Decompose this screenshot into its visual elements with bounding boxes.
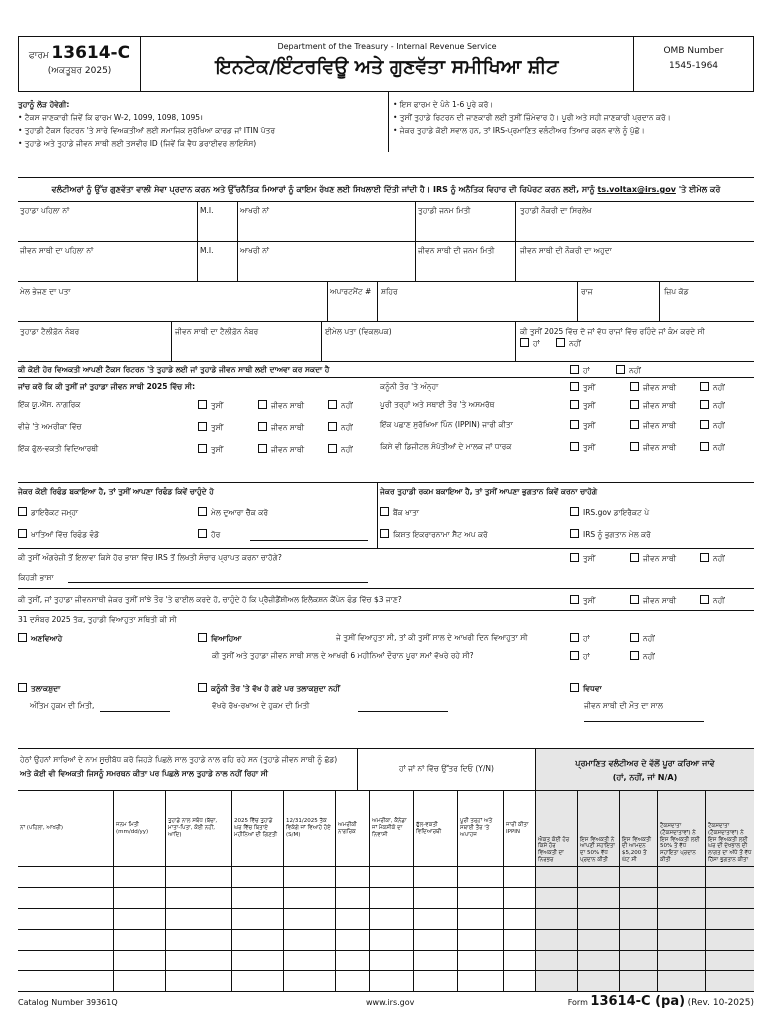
spouse-dob-field[interactable] xyxy=(416,242,516,281)
married-label: ਵਿਆਹਿਆ xyxy=(211,634,242,643)
mail-check-checkbox[interactable] xyxy=(198,507,207,516)
widowed-checkbox[interactable] xyxy=(570,683,579,692)
marital-section xyxy=(18,611,754,749)
installment-label: ਕਿਸ਼ਤ ਇਕਰਾਰਨਾਮਾ ਸੈੱਟ ਅਪ ਕਰੋ xyxy=(393,530,488,539)
field-label: M.I. xyxy=(200,246,214,255)
bank-account-checkbox[interactable] xyxy=(380,507,389,516)
field-label: ਅਪਾਰਟਮੈਂਟ # xyxy=(330,287,372,296)
ippin-you-checkbox[interactable] xyxy=(570,420,579,429)
other-refund-line[interactable] xyxy=(250,540,368,541)
col-citizen-header xyxy=(336,791,370,866)
field-label: ਤੁਹਾਡੀ ਨੌਕਰੀ ਦਾ ਸਿਰਲੇਖ xyxy=(520,206,592,215)
field-label: ਆਖਰੀ ਨਾਂ xyxy=(240,246,270,255)
refund-heading: ਜੇਕਰ ਕੋਈ ਰਿਫੰਡ ਬਕਾਇਆ ਹੈ, ਤਾਂ ਤੁਸੀਂ ਆਪਣਾ ਰਿਫੰਡ ਕਿਵੇਂ ਚਾਹੁੰਦੇ ਹੋ xyxy=(18,487,214,496)
yn-label: ਹਾਂ ਜਾਂ ਨਾਂ ਵਿੱਚ ਉੱਤਰ ਦਿਓ (Y/N) xyxy=(399,764,494,773)
widowed-label: ਵਿਧਵਾ xyxy=(583,684,602,693)
married-q1-no-checkbox[interactable] xyxy=(630,633,639,642)
multistate-no-checkbox[interactable] xyxy=(556,338,565,347)
taxpayer-name-row xyxy=(18,202,754,242)
form-footer-id xyxy=(568,994,754,1010)
column-divider xyxy=(336,867,370,992)
legally-separated-checkbox[interactable] xyxy=(198,683,207,692)
form-number: 13614-C xyxy=(51,43,131,63)
col-label: ਜਾਰੀ ਕੀਤਾ IPPIN xyxy=(506,821,529,835)
you-label: ਤੁਸੀਂ xyxy=(583,401,596,410)
citizen-spouse-checkbox[interactable] xyxy=(258,400,267,409)
status-item-digital-assets xyxy=(380,442,754,464)
payment-heading: ਜੇਕਰ ਤੁਹਾਡੀ ਰਕਮ ਬਕਾਇਆ ਹੈ, ਤਾਂ ਤੁਸੀਂ ਆਪਣਾ ਭੁਗਤਾਨ ਕਿਵੇਂ ਕਰਨਾ ਚਾਹੋਗੇ xyxy=(380,487,598,496)
status-left-list xyxy=(18,400,378,466)
dependents-intro xyxy=(18,749,358,791)
instruction-item: • ਜੇਕਰ ਤੁਹਾਡੇ ਕੋਈ ਸਵਾਲ ਹਨ, ਤਾਂ IRS-ਪ੍ਰਮਾਣਿਤ ਵਲੰਟੀਅਰ ਤਿਆਰ ਕਰਨ ਵਾਲੇ ਨੂੰ ਪੁੱਛੋ। xyxy=(393,126,645,135)
visa-spouse-checkbox[interactable] xyxy=(258,422,267,431)
cert-label-2: (ਹਾਂ, ਨਹੀਂ, ਜਾਂ N/A) xyxy=(612,773,678,782)
marital-heading: 31 ਦਸੰਬਰ 2025 ਤੱਕ, ਤੁਹਾਡੀ ਵਿਆਹੁਤਾ ਸਥਿਤੀ ਕੀ ਸੀ xyxy=(18,615,177,624)
irs-direct-pay-label: IRS.gov ਡਾਇਰੈਕਟ ਪੇ xyxy=(583,508,650,517)
student-you-checkbox[interactable] xyxy=(198,444,207,453)
omb-label: OMB Number xyxy=(663,46,724,56)
spouse-death-label: ਜੀਵਨ ਸਾਥੀ ਦੀ ਮੌਤ ਦਾ ਸਾਲ xyxy=(584,701,663,710)
citizen-no-checkbox[interactable] xyxy=(328,400,337,409)
spouse-first-name-field[interactable] xyxy=(18,242,198,281)
column-divider xyxy=(578,867,620,992)
you-label: ਤੁਸੀਂ xyxy=(583,383,596,392)
your-mi-field[interactable] xyxy=(198,202,238,241)
visa-you-checkbox[interactable] xyxy=(198,422,207,431)
claim-yes-checkbox[interactable] xyxy=(570,365,579,374)
field-label: M.I. xyxy=(200,206,214,215)
never-married-label: ਅਣਵਿਆਹੇ xyxy=(31,634,63,643)
column-divider xyxy=(114,867,166,992)
column-divider xyxy=(370,867,414,992)
col-label: ਤੁਹਾਡੇ ਨਾਲ ਸਬੰਧ (ਬੱਚਾ, ਮਾਤਾ-ਪਿਤਾ, ਕੋਈ ਨਹੀਂ, ਆਦਿ) xyxy=(168,818,218,838)
other-refund-label: ਹੋਰ xyxy=(211,530,221,539)
campaign-you-checkbox[interactable] xyxy=(570,595,579,604)
bank-account-label: ਬੈਂਕ ਖਾਤਾ xyxy=(393,508,420,517)
banner-text: ਵਲੰਟੀਅਰਾਂ ਨੂੰ ਉੱਚ ਗੁਣਵੱਤਾ ਵਾਲੀ ਸੇਵਾ ਪ੍ਰਦਾਨ ਕਰਨ ਅਤੇ ਉੱਚਨੈਤਿਕ ਮਿਆਰਾਂ ਨੂੰ ਕਾਇਮ ਰੱਖਣ ਲਈ ਸਿਖਲਾਈ ਦਿੱਤੀ ਜਾਂਦੀ ਹੈ। IRS ਨੂੰ ਅਨੈਤਿਕ ਵਿਹਾਰ ਦੀ ਰਿਪੋਰਟ ਕਰਨ ਲਈ, ਸਾਨੂੰ xyxy=(51,185,598,194)
instruction-item: • ਤੁਸੀਂ ਤੁਹਾਡੇ ਰਿਟਰਨ ਦੀ ਜਾਣਕਾਰੀ ਲਈ ਤੁਸੀਂ ਜ਼ਿੰਮੇਵਾਰ ਹੋ। ਪੂਰੀ ਅਤੇ ਸਹੀ ਜਾਣਕਾਰੀ ਪ੍ਰਦਾਨ ਕਰੋ। xyxy=(393,113,671,122)
irs-direct-pay-checkbox[interactable] xyxy=(570,507,579,516)
you-label: ਤੁਸੀਂ xyxy=(583,554,596,563)
spouse-death-line[interactable] xyxy=(584,721,704,722)
col-label: 2025 ਵਿੱਚ ਤੁਹਾਡੇ ਘਰ ਵਿੱਚ ਬਿਤਾਏ ਮਹੀਨਿਆਂ ਦੀ ਗਿਣਤੀ xyxy=(234,818,278,838)
split-refund-checkbox[interactable] xyxy=(18,529,27,538)
form-id-box xyxy=(19,37,141,91)
col-ippin-header xyxy=(504,791,536,866)
status-item-label: ਇੱਕ ਪਛਾਣ ਸੁਰੱਖਿਆ ਪਿੰਨ (IPPIN) ਜਾਰੀ ਕੀਤਾ xyxy=(380,420,513,429)
col-name-header xyxy=(18,791,114,866)
separate-maintenance-line[interactable] xyxy=(358,711,448,712)
form-page xyxy=(18,36,754,1014)
requirements-section xyxy=(18,92,754,178)
field-label: ਜੀਵਨ ਸਾਥੀ ਦਾ ਪਹਿਲਾ ਨਾਂ xyxy=(20,246,94,255)
status-item-label: ਕਨੂੰਨੀ ਤੌਰ 'ਤੇ ਅੰਨ੍ਹਾ xyxy=(380,382,439,391)
status-item-label: ਕਿਸੇ ਵੀ ਡਿਜੀਟਲ ਸੰਪੱਤੀਆਂ ਦੇ ਮਾਲਕ ਜਾਂ ਧਾਰਕ xyxy=(380,442,512,451)
student-spouse-checkbox[interactable] xyxy=(258,444,267,453)
spouse-mi-field[interactable] xyxy=(198,242,238,281)
direct-deposit-checkbox[interactable] xyxy=(18,507,27,516)
no-label: ਨਹੀਂ xyxy=(341,401,353,410)
col-taxpayer-support-header xyxy=(658,791,706,866)
field-label: ਮੇਲ ਭੇਜਣ ਦਾ ਪਤਾ xyxy=(20,287,71,296)
spouse-label: ਜੀਵਨ ਸਾਥੀ xyxy=(643,401,677,410)
field-label: ਈਮੇਲ ਪਤਾ (ਵਿਕਲਪਕ) xyxy=(325,327,392,336)
you-label: ਤੁਸੀਂ xyxy=(583,421,596,430)
status-item-disabled xyxy=(380,400,754,420)
yes-label: ਹਾਂ xyxy=(533,339,540,348)
col-resident-header xyxy=(370,791,414,866)
status-item-student xyxy=(18,444,378,466)
separate-maintenance-label: ਵੱਖਰੇ ਰੱਖ-ਰਖਾਅ ਦੇ ਹੁਕਮ ਦੀ ਮਿਤੀ xyxy=(212,701,310,710)
status-item-ippin xyxy=(380,420,754,442)
status-item-citizen xyxy=(18,400,378,422)
disabled-spouse-checkbox[interactable] xyxy=(630,400,639,409)
col-label: ਜਨਮ ਮਿਤੀ (mm/dd/yy) xyxy=(116,821,149,835)
field-label: ਜ਼ਿਪ ਕੋਡ xyxy=(664,287,689,296)
language-question: ਕੀ ਤੁਸੀਂ ਅੰਗਰੇਜ਼ੀ ਤੋਂ ਇਲਾਵਾ ਕਿਸੇ ਹੋਰ ਭਾਸ਼ਾ ਵਿੱਚ IRS ਤੋਂ ਲਿਖਤੀ ਸੰਚਾਰ ਪ੍ਰਾਪਤ ਕਰਨਾ ਚਾਹੋਗੇ? xyxy=(18,553,282,562)
language-which-label: ਕਿਹੜੀ ਭਾਸ਼ਾ xyxy=(18,573,54,582)
never-married-checkbox[interactable] xyxy=(18,633,27,642)
field-label: ਜੀਵਨ ਸਾਥੀ ਦੀ ਨੌਕਰੀ ਦਾ ਅਹੁਦਾ xyxy=(520,246,612,255)
your-dob-field[interactable] xyxy=(416,202,516,241)
column-divider xyxy=(504,867,536,992)
field-label: ਜੀਵਨ ਸਾਥੀ ਦੀ ਜਨਮ ਮਿਤੀ xyxy=(418,246,495,255)
col-relationship-header xyxy=(166,791,232,866)
multistate-question xyxy=(516,322,754,361)
split-refund-label: ਖਾਤਿਆਂ ਵਿੱਚ ਰਿਫੰਡ ਵੰਡੋ xyxy=(31,530,100,539)
column-divider xyxy=(414,867,458,992)
col-months-header xyxy=(232,791,284,866)
zip-field[interactable] xyxy=(660,282,754,321)
multistate-yes-checkbox[interactable] xyxy=(520,338,529,347)
no-label: ਨਹੀਂ xyxy=(713,554,725,563)
status-item-label: ਪੂਰੀ ਤਰ੍ਹਾਂ ਅਤੇ ਸਥਾਈ ਤੌਰ 'ਤੇ ਅਸਮਰੱਥ xyxy=(380,400,495,409)
no-label: ਨਹੀਂ xyxy=(713,443,725,452)
field-label: ਤੁਹਾਡੀ ਜਨਮ ਮਿਤੀ xyxy=(418,206,471,215)
requirements-right xyxy=(388,92,754,152)
col-label: ਟੈਕਸਦਾਤਾ (ਟੈਕਸਦਾਤਾਵਾਂ) ਨੇ ਇਸ ਵਿਅਕਤੀ ਲਈ 50% ਤੋਂ ਵੱਧ ਸਹਾਇਤਾ ਪ੍ਰਦਾਨ ਕੀਤੀ xyxy=(660,822,700,864)
language-input-line[interactable] xyxy=(68,582,368,583)
banner-suffix: 'ਤੇ ਈਮੇਲ ਕਰੋ xyxy=(675,185,721,194)
student-no-checkbox[interactable] xyxy=(328,444,337,453)
col-label: ਅਮਰੀਕਾ, ਕੈਨੇਡਾ ਜਾਂ ਮੈਕਸੀਕੋ ਦਾ ਨਿਵਾਸੀ xyxy=(372,818,407,838)
col-label: ਇਸ ਵਿਅਕਤੀ ਦੀ ਆਮਦਨ $5,200 ਤੋਂ ਘੱਟ ਸੀ xyxy=(622,836,652,864)
language-spouse-checkbox[interactable] xyxy=(630,553,639,562)
no-label: ਨਹੀਂ xyxy=(643,634,655,643)
state-field[interactable] xyxy=(578,282,660,321)
col-dependent-header xyxy=(536,791,578,866)
citizen-you-checkbox[interactable] xyxy=(198,400,207,409)
agency-name: Department of the Treasury - Internal Revenue Service xyxy=(277,42,497,51)
status-item-label: ਇੱਕ ਯੂ.ਐੱਸ. ਨਾਗਰਿਕ xyxy=(18,400,81,409)
you-label: ਤੁਸੀਂ xyxy=(583,443,596,452)
visa-no-checkbox[interactable] xyxy=(328,422,337,431)
payment-section xyxy=(380,483,754,548)
blind-you-checkbox[interactable] xyxy=(570,382,579,391)
spouse-label: ਜੀਵਨ ਸਾਥੀ xyxy=(643,383,677,392)
no-label: ਨਹੀਂ xyxy=(713,401,725,410)
column-divider xyxy=(232,867,284,992)
no-label: ਨਹੀਂ xyxy=(341,445,353,454)
field-label: ਤੁਹਾਡਾ ਪਹਿਲਾ ਨਾਂ xyxy=(20,206,70,215)
status-heading: ਜਾਂਚ ਕਰੋ ਕਿ ਕੀ ਤੁਸੀਂ ਜਾਂ ਤੁਹਾਡਾ ਜੀਵਨ ਸਾਥੀ 2025 ਵਿੱਚ ਸੀ: xyxy=(18,382,196,391)
certified-volunteer-header xyxy=(536,749,754,791)
ippin-no-checkbox[interactable] xyxy=(700,420,709,429)
status-item-blind xyxy=(380,382,754,400)
language-you-checkbox[interactable] xyxy=(570,553,579,562)
dependents-intro-line1: ਹੇਠਾਂ ਉਹਨਾਂ ਸਾਰਿਆਂ ਦੇ ਨਾਮ ਸੂਚੀਬੱਧ ਕਰੋ ਜਿਹੜੇ ਪਿਛਲੇ ਸਾਲ ਤੁਹਾਡੇ ਨਾਲ ਰਹਿ ਰਹੇ ਸਨ (ਤੁਹਾਡੇ ਜੀਵਨ ਸਾਥੀ ਨੂੰ ਛੱਡ) xyxy=(20,755,338,764)
campaign-spouse-checkbox[interactable] xyxy=(630,595,639,604)
title-box xyxy=(141,37,633,91)
col-label: ਐਕਤ ਕੋਈ ਹੋਰ ਕਿਸੇ ਹੋਰ ਵਿਅਕਤੀ ਦਾ ਨਿਰਭਰ xyxy=(538,836,570,864)
claim-no-checkbox[interactable] xyxy=(616,365,625,374)
col-self-support-header xyxy=(578,791,620,866)
requirement-item: • ਤੁਹਾਡੇ ਅਤੇ ਤੁਹਾਡੇ ਜੀਵਨ ਸਾਥੀ ਲਈ ਤਸਵੀਰ ID (ਜਿਵੇਂ ਕਿ ਵੈਧ ਡਰਾਈਵਰ ਲਾਇਸੰਸ) xyxy=(18,139,257,148)
refund-section xyxy=(18,483,378,548)
email-field[interactable] xyxy=(322,322,516,361)
form-title: ਇਨਟੇਕ/ਇੰਟਰਵਿਊ ਅਤੇ ਗੁਣਵੱਤਾ ਸਮੀਖਿਆ ਸ਼ੀਟ xyxy=(215,55,559,78)
col-label: ਪੂਰੀ ਤਰ੍ਹਾਂ ਅਤੇ ਸਥਾਈ ਤੌਰ 'ਤੇ ਅਪਾਹਜ xyxy=(460,818,493,838)
spouse-label: ਜੀਵਨ ਸਾਥੀ xyxy=(643,554,677,563)
final-decree-label: ਅੰਤਿਮ ਹੁਕਮ ਦੀ ਮਿਤੀ, xyxy=(30,701,95,710)
field-label: ਸ਼ਹਿਰ xyxy=(381,287,398,296)
column-divider xyxy=(284,867,336,992)
spouse-label: ਜੀਵਨ ਸਾਥੀ xyxy=(643,443,677,452)
spouse-label: ਜੀਵਨ ਸਾਥੀ xyxy=(271,401,305,410)
col-label: ਨਾਂ (ਪਹਿਲਾ, ਆਖਰੀ) xyxy=(20,825,64,832)
column-divider xyxy=(620,867,658,992)
col-household-cost-header xyxy=(706,791,754,866)
dependents-intro-line2: ਅਤੇ ਕੋਈ ਵੀ ਵਿਅਕਤੀ ਜਿਸਨੂੰ ਸਮਰਥਨ ਕੀਤਾ ਪਰ ਪਿਛਲੇ ਸਾਲ ਤੁਹਾਡੇ ਨਾਲ ਨਹੀਂ ਰਿਹਾ ਸੀ xyxy=(20,769,268,778)
disabled-you-checkbox[interactable] xyxy=(570,400,579,409)
footer-form-label: Form xyxy=(567,998,588,1007)
no-label: ਨਹੀਂ xyxy=(341,423,353,432)
status-right-list xyxy=(380,382,754,464)
claim-question: ਕੀ ਕੋਈ ਹੋਰ ਵਿਅਕਤੀ ਆਪਣੀ ਟੈਕਸ ਰਿਟਰਨ 'ਤੇ ਤੁਹਾਡੇ ਲਈ ਜਾਂ ਤੁਹਾਡੇ ਜੀਵਨ ਸਾਥੀ ਲਈ ਦਾਅਵਾ ਕਰ ਸਕਦਾ ਹੈ xyxy=(18,365,330,374)
contact-row xyxy=(18,322,754,362)
language-section xyxy=(18,549,754,589)
your-last-name-field[interactable] xyxy=(238,202,416,241)
status-item-visa xyxy=(18,422,378,444)
catalog-number: Catalog Number 39361Q xyxy=(18,998,118,1007)
married-question-1: ਜੇ ਤੁਸੀਂ ਵਿਆਹੁਤਾ ਸੀ, ਤਾਂ ਕੀ ਤੁਸੀਂ ਸਾਲ ਦੇ ਆਖਰੀ ਦਿਨ ਵਿਆਹੁਤਾ ਸੀ xyxy=(336,633,528,642)
spouse-name-row xyxy=(18,242,754,282)
field-label: ਰਾਜ xyxy=(581,287,593,296)
requirement-item: • ਤੁਹਾਡੀ ਟੈਕਸ ਰਿਟਰਨ 'ਤੇ ਸਾਰੇ ਵਿਅਕਤੀਆਂ ਲਈ ਸਮਾਜਿਕ ਸੁਰੱਖਿਆ ਕਾਰਡ ਜਾਂ ITIN ਪੱਤਰ xyxy=(18,126,276,135)
spouse-label: ਜੀਵਨ ਸਾਥੀ xyxy=(643,421,677,430)
married-checkbox[interactable] xyxy=(198,633,207,642)
yes-label: ਹਾਂ xyxy=(583,366,590,375)
your-job-field[interactable] xyxy=(516,202,754,241)
cert-label-1: ਪ੍ਰਮਾਣਿਤ ਵਲੰਟੀਅਰ ਦੇ ਵੱਲੋਂ ਪੂਰਾ ਕਰਿਆ ਜਾਵੇ xyxy=(575,759,715,768)
spouse-job-field[interactable] xyxy=(516,242,754,281)
married-q2-yes-checkbox[interactable] xyxy=(570,651,579,660)
apt-field[interactable] xyxy=(328,282,378,321)
column-divider xyxy=(166,867,232,992)
married-q2-no-checkbox[interactable] xyxy=(630,651,639,660)
mail-payment-checkbox[interactable] xyxy=(570,529,579,538)
no-label: ਨਹੀਂ xyxy=(713,383,725,392)
column-divider xyxy=(658,867,706,992)
campaign-question: ਕੀ ਤੁਸੀਂ, ਜਾਂ ਤੁਹਾਡਾ ਜੀਵਨਸਾਥੀ ਜੇਕਰ ਤੁਸੀਂ ਸਾਂਝੇ ਤੌਰ 'ਤੇ ਫਾਈਲ ਕਰਦੇ ਹੋ, ਚਾਹੁੰਦੇ ਹੋ ਕਿ ਪ੍ਰੈਜ਼ੀਡੈਂਸ਼ੀਅਲ ਇਲੈਕਸ਼ਨ ਕੈਂਪੇਨ ਫੰਡ ਵਿੱਚ $3 ਜਾਣ? xyxy=(18,595,402,604)
requirements-heading: ਤੁਹਾਨੂੰ ਲੋੜ ਹੋਵੇਗੀ: xyxy=(18,100,70,109)
you-label: ਤੁਸੀਂ xyxy=(583,596,596,605)
your-first-name-field[interactable] xyxy=(18,202,198,241)
language-no-checkbox[interactable] xyxy=(700,553,709,562)
direct-deposit-label: ਡਾਇਰੈਕਟ ਜਮ੍ਹਾ xyxy=(31,508,79,517)
married-question-2: ਕੀ ਤੁਸੀਂ ਅਤੇ ਤੁਹਾਡਾ ਜੀਵਨ ਸਾਥੀ ਸਾਲ ਦੇ ਆਖਰੀ 6 ਮਹੀਨਿਆਂ ਦੌਰਾਨ ਪੂਰਾ ਸਮਾਂ ਵੱਖਰੇ ਰਹੇ ਸੀ? xyxy=(212,651,474,660)
ippin-spouse-checkbox[interactable] xyxy=(630,420,639,429)
ethics-email-link[interactable]: ts.voltax@irs.gov xyxy=(597,185,676,194)
col-disabled-header xyxy=(458,791,504,866)
you-label: ਤੁਸੀਂ xyxy=(211,423,224,432)
requirement-item: • ਟੈਕਸ ਜਾਣਕਾਰੀ ਜਿਵੇਂ ਕਿ ਫਾਰਮ W-2, 1099, 1098, 1095। xyxy=(18,113,203,122)
col-label: ਟੈਕਸਦਾਤਾ (ਟੈਕਸਦਾਤਾਵਾਂ) ਨੇ ਇਸ ਵਿਅਕਤੀ ਲਈ ਘਰ ਦੀ ਦੇਖਭਾਲ ਦੀ ਲਾਗਤ ਦਾ ਅੱਧੇ ਤੋਂ ਵੱਧ ਹਿੱਸਾ ਭੁਗਤਾਨ ਕੀਤਾ xyxy=(708,822,752,864)
final-decree-line[interactable] xyxy=(100,711,170,712)
other-refund-checkbox[interactable] xyxy=(198,529,207,538)
claim-options xyxy=(570,365,641,375)
city-field[interactable] xyxy=(378,282,578,321)
col-label: ਅਮਰੀਕੀ ਨਾਗਰਿਕ xyxy=(338,821,357,835)
status-item-label: ਵੀਜ਼ੇ 'ਤੇ ਅਮਰੀਕਾ ਵਿੱਚ xyxy=(18,422,82,431)
form-label: ਫਾਰਮ xyxy=(28,51,49,61)
no-label: ਨਹੀਂ xyxy=(713,421,725,430)
no-label: ਨਹੀਂ xyxy=(569,339,581,348)
spouse-last-name-field[interactable] xyxy=(238,242,416,281)
disabled-no-checkbox[interactable] xyxy=(700,400,709,409)
spouse-label: ਜੀਵਨ ਸਾਥੀ xyxy=(271,423,305,432)
refund-payment-section xyxy=(18,483,754,549)
mail-payment-label: IRS ਨੂੰ ਭੁਗਤਾਨ ਮੇਲ ਕਰੋ xyxy=(583,530,651,539)
irs-website: www.irs.gov xyxy=(366,998,415,1007)
column-divider xyxy=(18,867,114,992)
instruction-item: • ਇਸ ਫਾਰਮ ਦੇ ਪੰਨੇ 1-6 ਪੂਰੇ ਕਰੋ। xyxy=(393,100,494,109)
you-label: ਤੁਸੀਂ xyxy=(211,401,224,410)
form-footer xyxy=(18,994,754,1014)
ethics-banner xyxy=(18,178,754,202)
column-divider xyxy=(458,867,504,992)
spouse-phone-field[interactable] xyxy=(172,322,322,361)
yn-header xyxy=(358,749,536,791)
spouse-label: ਜੀਵਨ ਸਾਥੀ xyxy=(271,445,305,454)
omb-number: 1545-1964 xyxy=(668,60,719,71)
spouse-label: ਜੀਵਨ ਸਾਥੀ xyxy=(643,596,677,605)
campaign-section xyxy=(18,589,754,611)
blind-no-checkbox[interactable] xyxy=(700,382,709,391)
yes-label: ਹਾਂ xyxy=(583,652,590,661)
col-marital-header xyxy=(284,791,336,866)
field-label: ਆਖਰੀ ਨਾਂ xyxy=(240,206,270,215)
married-q1-yes-checkbox[interactable] xyxy=(570,633,579,642)
footer-revision: (Rev. 10-2025) xyxy=(687,998,754,1008)
divorced-checkbox[interactable] xyxy=(18,683,27,692)
col-dob-header xyxy=(114,791,166,866)
col-income-header xyxy=(620,791,658,866)
col-label: ਇਸ ਵਿਅਕਤੀ ਨੇ ਆਪਣੀ ਸਹਾਇਤਾ ਦਾ 50% ਵੱਧ ਪ੍ਰਦਾਨ ਕੀਤੀ xyxy=(580,836,616,864)
legally-separated-label: ਕਨੂੰਨੀ ਤੌਰ 'ਤੇ ਵੱਖ ਹੋ ਗਏ ਪਰ ਤਲਾਕਸ਼ੁਦਾ ਨਹੀਂ xyxy=(211,684,340,693)
digital-no-checkbox[interactable] xyxy=(700,442,709,451)
divorced-label: ਤਲਾਕਸ਼ੁਦਾ xyxy=(31,684,61,693)
multistate-label: ਕੀ ਤੁਸੀਂ 2025 ਵਿੱਚ ਦੋ ਜਾਂ ਵੱਧ ਰਾਜਾਂ ਵਿੱਚ ਰਹਿੰਦੇ ਜਾਂ ਕੰਮ ਕਰਦੇ ਸੀ xyxy=(520,327,705,336)
dependent-claim-row xyxy=(18,362,754,378)
yes-label: ਹਾਂ xyxy=(583,634,590,643)
digital-you-checkbox[interactable] xyxy=(570,442,579,451)
you-label: ਤੁਸੀਂ xyxy=(211,445,224,454)
col-label: 12/31/2025 ਤੱਕ ਵਿਕੰਗੇ ਜਾਂ ਵਿਆਹੇ ਹੋਏ (S/M) xyxy=(286,818,331,838)
dependents-table xyxy=(18,749,754,992)
status-item-label: ਇੱਕ ਫੁੱਲ-ਵਕਤੀ ਵਿਦਿਆਰਥੀ xyxy=(18,444,99,453)
blind-spouse-checkbox[interactable] xyxy=(630,382,639,391)
digital-spouse-checkbox[interactable] xyxy=(630,442,639,451)
address-row xyxy=(18,282,754,322)
installment-checkbox[interactable] xyxy=(380,529,389,538)
col-label: ਫੁੱਲ-ਵਕਤੀ ਵਿਦਿਆਰਥੀ xyxy=(416,821,442,835)
mailing-address-field[interactable] xyxy=(18,282,328,321)
no-label: ਨਹੀਂ xyxy=(643,652,655,661)
column-divider xyxy=(536,867,578,992)
col-student-header xyxy=(414,791,458,866)
dependents-rows xyxy=(18,867,754,992)
campaign-no-checkbox[interactable] xyxy=(700,595,709,604)
no-label: ਨਹੀਂ xyxy=(713,596,725,605)
mail-check-label: ਮੇਲ ਦੁਆਰਾ ਚੈੱਕ ਕਰੋ xyxy=(211,508,269,517)
form-header xyxy=(18,36,754,92)
field-label: ਜੀਵਨ ਸਾਥੀ ਦਾ ਟੈਲੀਫ਼ੋਨ ਨੰਬਰ xyxy=(175,327,259,336)
footer-form-number: 13614-C (pa) xyxy=(590,994,686,1009)
form-date: (ਅਕਤੂਬਰ 2025) xyxy=(47,66,112,77)
omb-box xyxy=(633,37,753,91)
dependents-column-headers xyxy=(18,791,754,867)
no-label: ਨਹੀਂ xyxy=(629,366,641,375)
requirements-left xyxy=(18,98,388,150)
field-label: ਤੁਹਾਡਾ ਟੈਲੀਫ਼ੋਨ ਨੰਬਰ xyxy=(20,327,80,336)
status-section xyxy=(18,378,754,483)
your-phone-field[interactable] xyxy=(18,322,172,361)
